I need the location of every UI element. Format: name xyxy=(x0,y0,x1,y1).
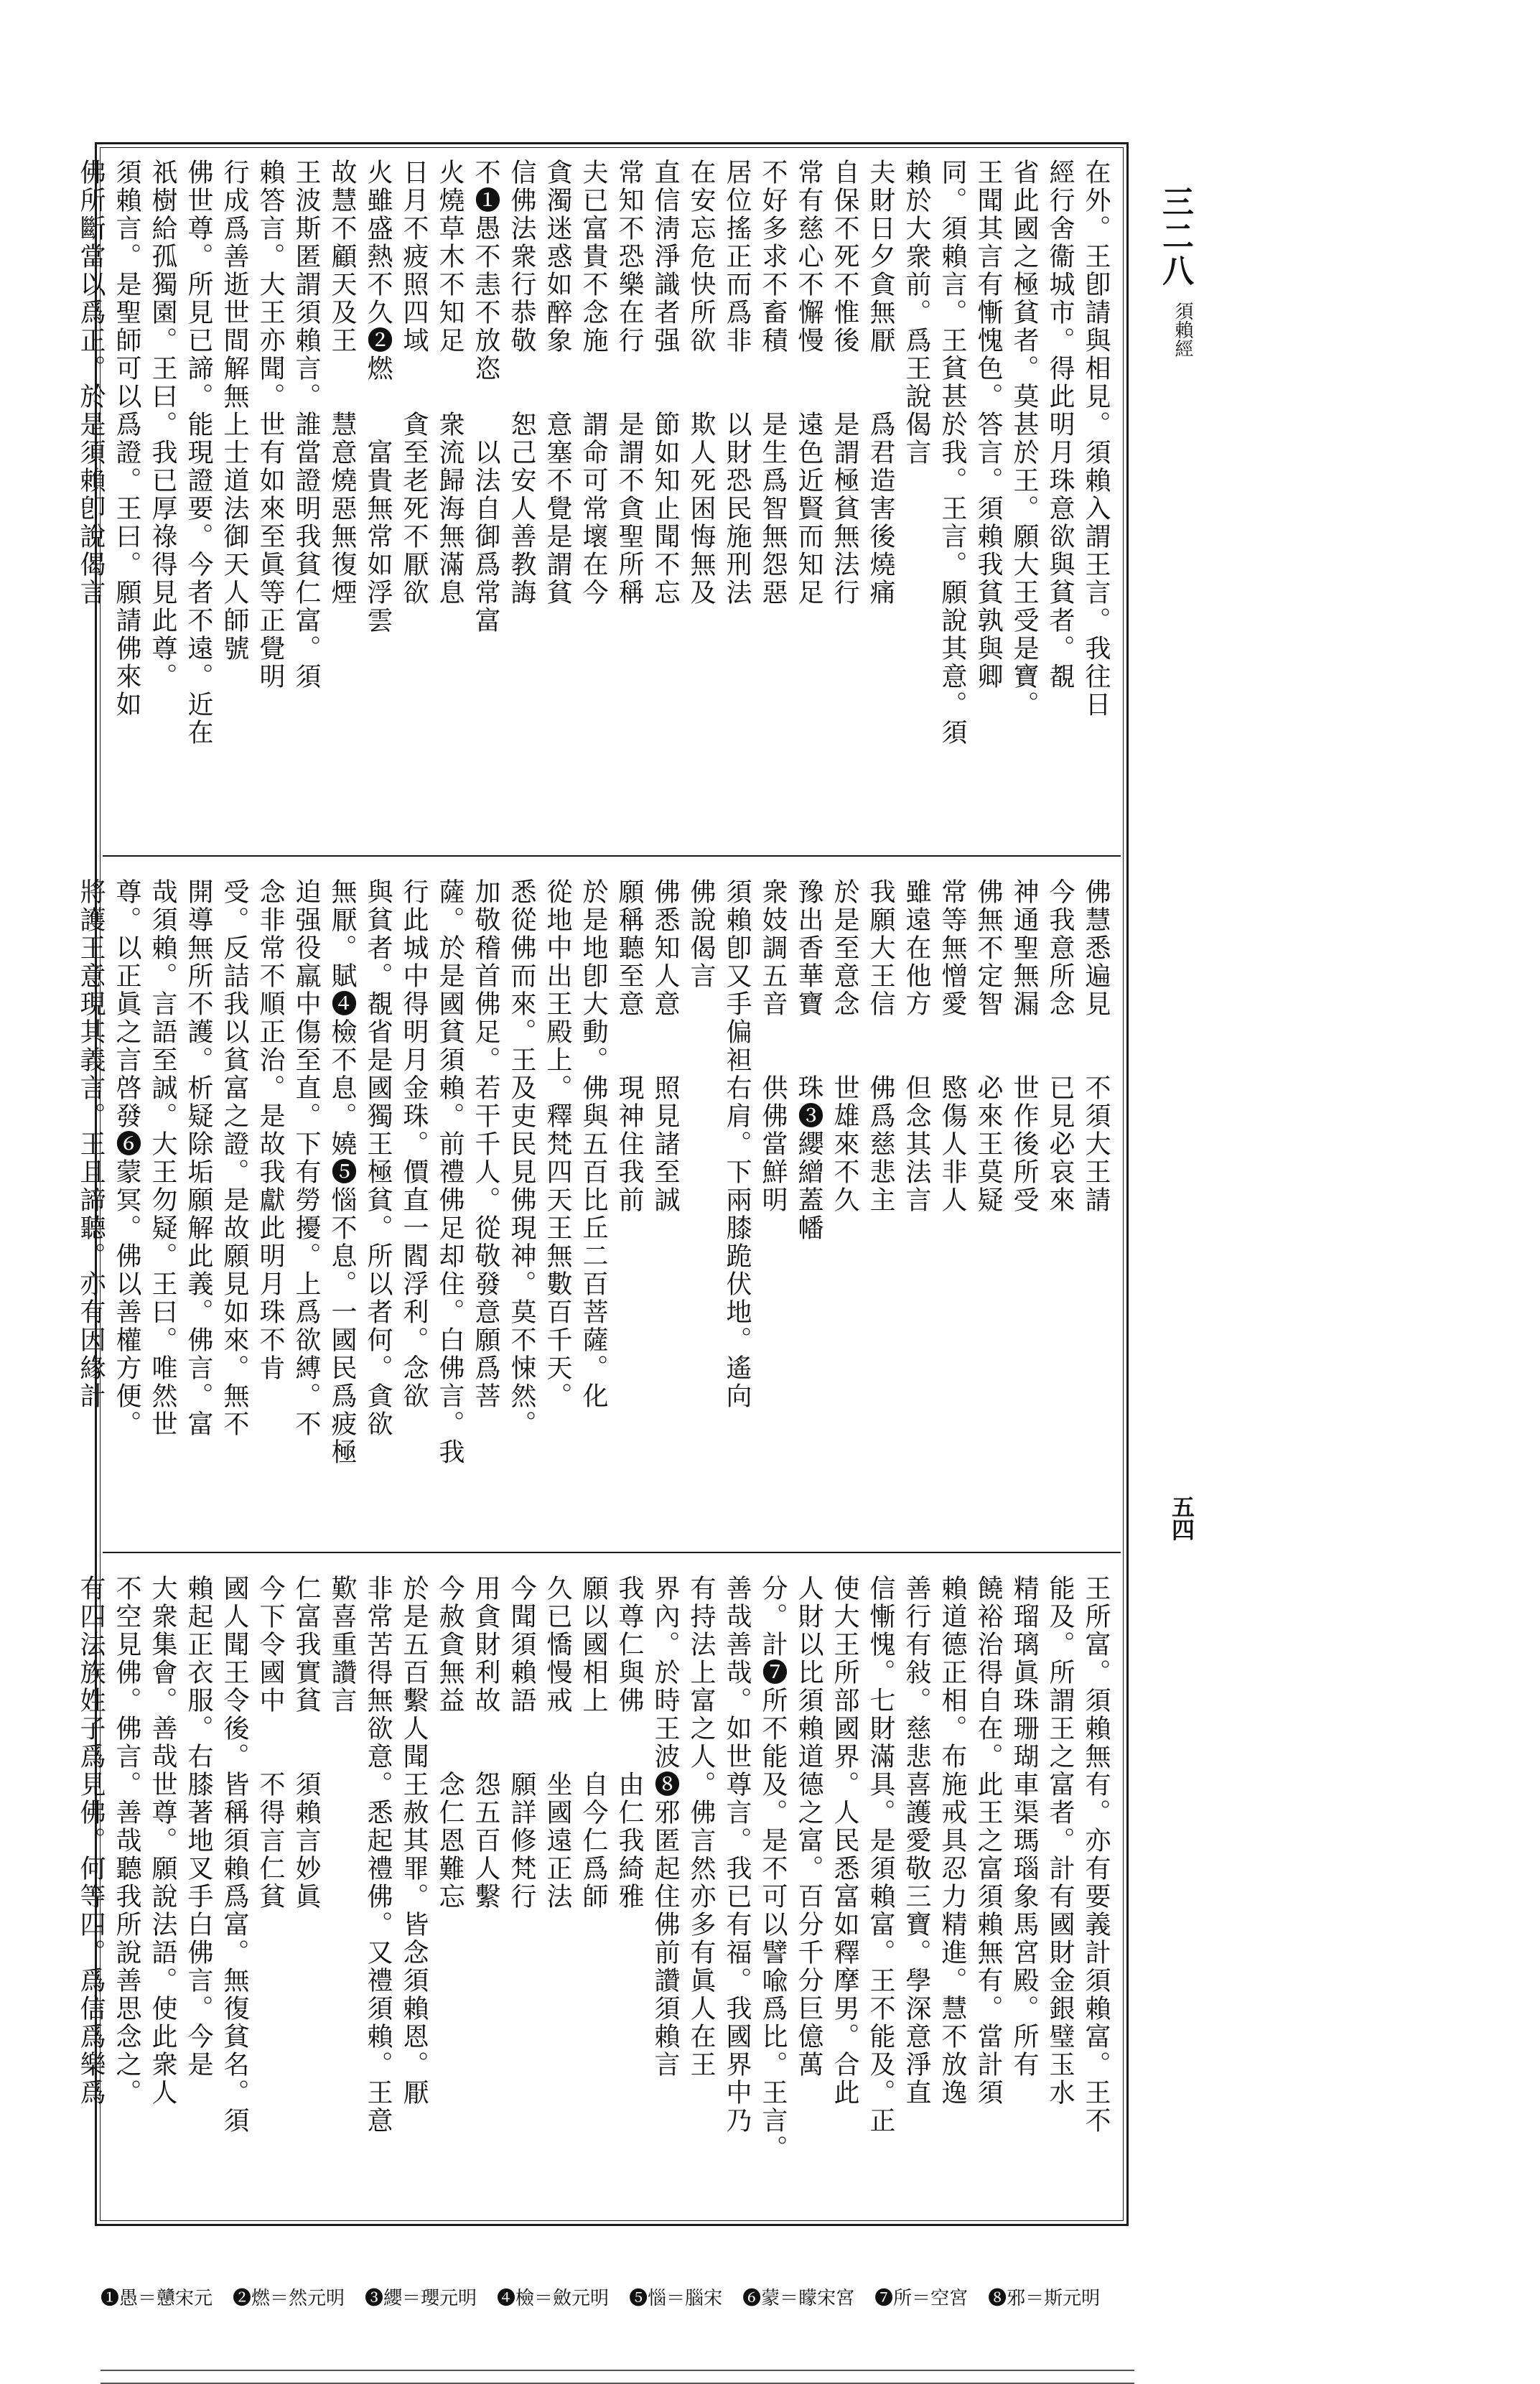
text-column: 在安忘危快所欲 欺人死困悔無及 xyxy=(686,159,716,607)
footnote: ❽邪＝斯元明 xyxy=(988,2288,1101,2309)
text-column: 佛無不定智 必來王莫疑 xyxy=(974,878,1003,1214)
text-column: 佛慧悉遍見 不須大王請 xyxy=(1081,878,1111,1214)
text-column: 國人聞王令後。皆稱須賴爲富。無復貧名。須 xyxy=(220,1575,249,2135)
text-column: 同。須賴言。王貧甚於我。王言。願說其意。須 xyxy=(938,159,967,747)
running-title: 須賴經 xyxy=(1172,302,1193,358)
text-column: 省此國之極貧者。莫甚於王。願大王受是寶。 xyxy=(1009,159,1039,719)
text-column: 佛悉知人意 照見諸至誠 xyxy=(650,878,680,1214)
text-column: 用貪財利故 怨五百人繫 xyxy=(471,1575,500,1911)
text-column: 直信淸淨識者强 節如知止聞不忘 xyxy=(650,159,680,607)
text-band-middle xyxy=(76,855,1121,1546)
text-column: 不❶愚不恚不放恣 以法自御爲常富 xyxy=(471,159,500,635)
text-column: 雖遠在他方 但念其法言 xyxy=(902,878,931,1214)
text-column: 分。計❼所不能及。是不可以譬喩爲比。王言。 xyxy=(758,1575,788,2163)
text-column: 加敬稽首佛足。若干千人。從敬發意願爲菩 xyxy=(471,878,500,1410)
text-column: 今赦貪無益 念仁恩難忘 xyxy=(435,1575,465,1911)
text-column: 哉須賴。言語至誠。大王勿疑。王曰。唯然世 xyxy=(148,878,177,1438)
text-column: 有持法上富之人。佛言然亦多有眞人在王 xyxy=(686,1575,716,2079)
text-column: 善哉善哉。如世尊言。我已有福。我國界中乃 xyxy=(722,1575,752,2135)
text-column: 願以國相上 自今仁爲師 xyxy=(579,1575,608,1911)
text-column: 常知不恐樂在行 是謂不貪聖所稱 xyxy=(615,159,644,607)
page-number: 三二八 xyxy=(1157,185,1193,289)
text-column: 信佛法衆行恭敬 恕己安人善教誨 xyxy=(507,159,536,607)
text-column: 賴起正衣服。右膝著地叉手白佛言。今是 xyxy=(184,1575,213,2079)
text-column: 火燒草木不知足 衆流歸海無滿息 xyxy=(435,159,465,607)
text-column: 衆妓調五音 供佛當鮮明 xyxy=(758,878,788,1214)
text-column: 大衆集會。善哉世尊。願說法語。使此衆人 xyxy=(148,1575,177,2107)
text-column: 能及。所謂王之富者。計有國財金銀璧玉水 xyxy=(1045,1575,1075,2107)
text-band-upper xyxy=(76,159,1121,827)
text-column: 信慚愧。七財滿具。是須賴富。王不能及。正 xyxy=(866,1575,895,2135)
text-column: 於是至意念 世雄來不久 xyxy=(830,878,859,1214)
text-column: 常等無憎愛 愍傷人非人 xyxy=(938,878,967,1214)
text-column: 夫已富貴不念施 謂命可常壞在今 xyxy=(579,159,608,607)
text-column: 於是五百繫人聞王赦其罪。皆念須賴恩。厭 xyxy=(399,1575,429,2107)
text-column: 開導無所不護。析疑除垢願解此義。佛言。富 xyxy=(184,878,213,1438)
text-band-lower xyxy=(76,1552,1121,2163)
text-column: 王波斯匿謂須賴言。誰當證明我貧仁富。須 xyxy=(291,159,321,691)
bottom-rule xyxy=(101,2370,1134,2371)
text-column: 經行舍衞城市。得此明月珠意欲與貧者。覩 xyxy=(1045,159,1075,691)
text-column: 饒裕治得自在。此王之富須賴無有。當計須 xyxy=(974,1575,1003,2107)
text-column: 王所富。須賴無有。亦有要義計須賴富。王不 xyxy=(1081,1575,1111,2135)
text-column: 將護王意現其義言。王且諦聽。亦有因緣計 xyxy=(76,878,106,1410)
text-column: 神通聖無漏 世作後所受 xyxy=(1009,878,1039,1214)
text-column: 從地中出王殿上。釋梵四天王無數百千天。 xyxy=(543,878,572,1410)
text-column: 非常苦得無欲意。悉起禮佛。又禮須賴。王意 xyxy=(363,1575,393,2135)
text-column: 夫財日夕貪無厭 爲君造害後燒痛 xyxy=(866,159,895,607)
footnote: ❶愚＝戇宋元 xyxy=(101,2288,213,2309)
footnote: ❺惱＝腦宋 xyxy=(629,2288,723,2309)
footnotes xyxy=(101,2283,1134,2310)
footnote: ❼所＝空宮 xyxy=(874,2288,969,2309)
text-column: 佛所斷當以爲正。於是須賴卽說偈言 xyxy=(76,159,106,607)
text-column: 佛說偈言 xyxy=(686,878,716,990)
text-column: 受。反詰我以貧富之證。是故願見如來。無不 xyxy=(220,878,249,1438)
text-column: 貪濁迷惑如醉象 意塞不覺是謂貧 xyxy=(543,159,572,607)
text-column: 今我意所念 已見必哀來 xyxy=(1045,878,1075,1214)
text-frame xyxy=(76,142,1129,2226)
text-column: 久已憍慢戒 坐國遠正法 xyxy=(543,1575,572,1911)
footnote: ❷燃＝然元明 xyxy=(233,2288,345,2309)
footnote: ❻蒙＝矇宋宮 xyxy=(742,2288,855,2309)
text-column: 界內。於時王波❽邪匿起住佛前讚須賴言 xyxy=(650,1575,680,2079)
footnote: ❹檢＝斂元明 xyxy=(497,2288,610,2309)
text-column: 豫出香華寶 珠❸纓繒蓋幡 xyxy=(794,878,823,1242)
text-column: 與貧者。覩省是國獨王極貧。所以者何。貪欲 xyxy=(363,878,393,1438)
text-column: 故慧不顧天及王 慧意燒惡無復煙 xyxy=(327,159,357,607)
text-column: 王聞其言有慚愧色。答言。須賴我貧孰與卿 xyxy=(974,159,1003,691)
text-column: 今下令國中 不得言仁貧 xyxy=(256,1575,285,1911)
text-column: 居位搖正而爲非 以財恐民施刑法 xyxy=(722,159,752,607)
text-column: 人財以比須賴道德之富。百分千分巨億萬 xyxy=(794,1575,823,2079)
text-column: 行此城中得明月金珠。價直一閻浮利。念欲 xyxy=(399,878,429,1410)
text-column: 尊。以正眞之言啓發❻蒙冥。佛以善權方便。 xyxy=(112,878,141,1438)
text-column: 日月不疲照四域 貪至老死不厭欲 xyxy=(399,159,429,607)
text-column: 佛世尊。所見已諦。能現證要。今者不遠。近在 xyxy=(184,159,213,747)
text-column: 善行有敍。慈悲喜護愛敬三寶。學深意淨直 xyxy=(902,1575,931,2107)
text-column: 在外。王卽請與相見。須賴入謂王言。我往日 xyxy=(1081,159,1111,719)
text-column: 無厭。賦❹檢不息。嬈❺惱不息。一國民爲疲極 xyxy=(327,878,357,1466)
text-column: 賴道德正相。布施戒具忍力精進。慧不放逸 xyxy=(938,1575,967,2107)
text-column: 悉從佛而來。王及吏民見佛現神。莫不悚然。 xyxy=(507,878,536,1438)
text-column: 須賴卽又手偏袒右肩。下兩膝跪伏地。遙向 xyxy=(722,878,752,1410)
text-column: 火雖盛熱不久❷燃 富貴無常如浮雲 xyxy=(363,159,393,635)
text-column: 薩。於是國貧須賴。前禮佛足却住。白佛言。我 xyxy=(435,878,465,1466)
text-column: 有四法族姓子爲見佛。何等四。爲信爲樂爲 xyxy=(76,1575,106,2107)
footnote: ❸纓＝瓔元明 xyxy=(365,2288,477,2309)
text-column: 願稱聽至意 現神住我前 xyxy=(615,878,644,1214)
text-column: 賴於大衆前。爲王說偈言 xyxy=(902,159,931,467)
text-column: 迫强役羸中傷至直。下有勞擾。上爲欲縛。不 xyxy=(291,878,321,1438)
text-column: 祇樹給孤獨園。王曰。我已厚祿得見此尊。 xyxy=(148,159,177,691)
text-column: 歎喜重讚言 xyxy=(327,1575,357,1715)
text-column: 不好多求不畜積 是生爲智無怨惡 xyxy=(758,159,788,607)
text-column: 使大王所部國界。人民悉富如釋摩男。合此 xyxy=(830,1575,859,2107)
text-column: 須賴言。是聖師可以爲證。王曰。願請佛來如 xyxy=(112,159,141,719)
text-column: 行成爲善逝世間解無上士道法御天人師號 xyxy=(220,159,249,663)
text-column: 我願大王信 佛爲慈悲主 xyxy=(866,878,895,1214)
sheet-number: 五四 xyxy=(1168,1495,1195,1541)
text-column: 自保不死不惟後 是謂極貧無法行 xyxy=(830,159,859,607)
text-column: 今聞須賴語 願詳修梵行 xyxy=(507,1575,536,1911)
text-column: 我尊仁與佛 由仁我綺雅 xyxy=(615,1575,644,1911)
text-column: 常有慈心不懈慢 遠色近賢而知足 xyxy=(794,159,823,607)
text-column: 念非常不順正治。是故我獻此明月珠不肯 xyxy=(256,878,285,1382)
text-column: 仁富我實貧 須賴言妙眞 xyxy=(291,1575,321,1911)
text-column: 賴答言。大王亦聞。世有如來至眞等正覺明 xyxy=(256,159,285,691)
text-column: 精瑠璃眞珠珊瑚車渠瑪瑙象馬宮殿。所有 xyxy=(1009,1575,1039,2079)
text-column: 於是地卽大動。佛與五百比丘二百菩薩。化 xyxy=(579,878,608,1410)
text-column: 不空見佛。佛言。善哉聽我所說善思念之。 xyxy=(112,1575,141,2107)
